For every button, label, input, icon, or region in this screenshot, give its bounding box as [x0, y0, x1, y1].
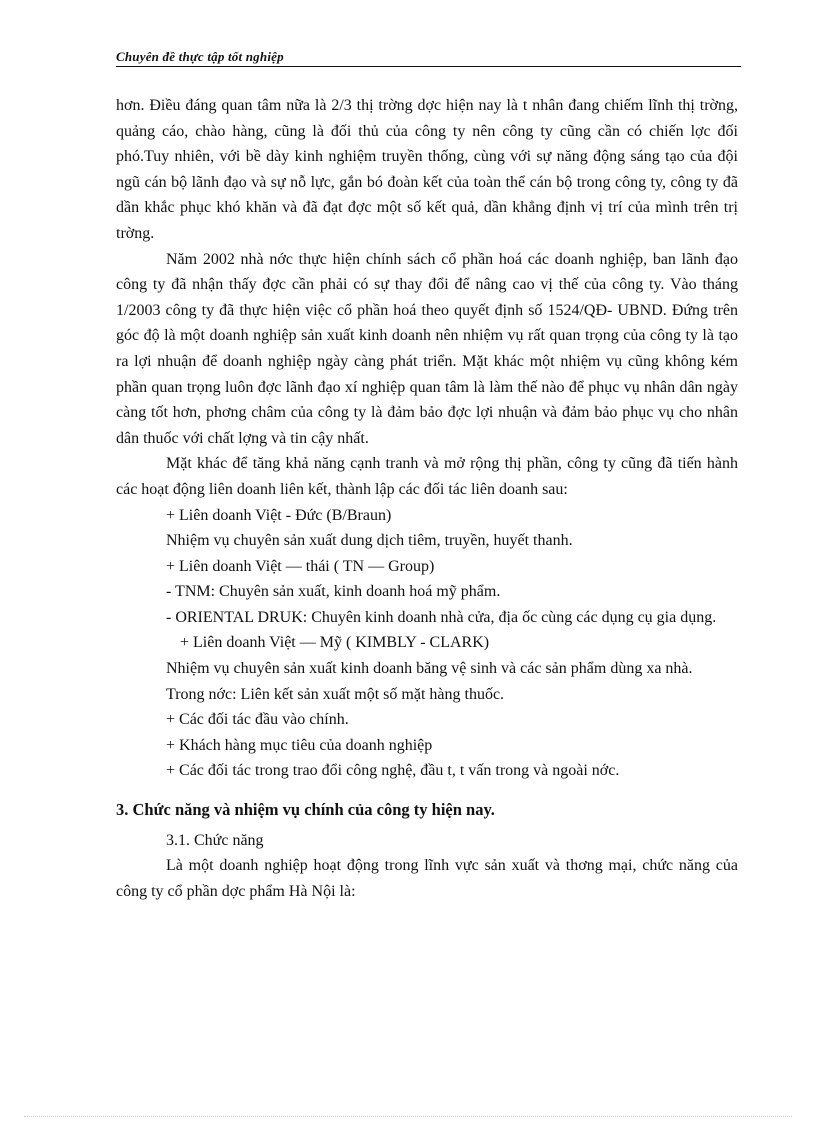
list-item: + Liên doanh Việt — thái ( TN — Group) — [166, 557, 435, 575]
paragraph-continuation: hơn. Điều đáng quan tâm nữa là 2/3 thị trờng dợc hiện nay là t nhân đang chiếm lĩnh thị trờng, quảng cáo, chào hàng, cũng là đối thủ của công ty nên công ty cũng cần có chiến lợc đối phó.Tuy nhiên, với bề dày kinh nghiệm truyền thống, cùng với sự năng động sáng tạo của đội ngũ cán bộ lãnh đạo và sự nỗ lực, gắn bó đoàn kết của toàn thể cán bộ trong công ty, công ty đã dần khắc phục khó khăn và đã đạt đợc một số kết quả, dần khẳng định vị trí của mình trên trị trờng. — [116, 97, 738, 242]
document-body — [116, 93, 738, 904]
paragraph-functions: Là một doanh nghiệp hoạt động trong lĩnh vực sản xuất và thơng mại, chức năng của công ty cổ phần dợc phẩm Hà Nội là: — [116, 857, 738, 900]
section-title: 3. Chức năng và nhiệm vụ chính của công ty hiện nay. — [116, 800, 495, 820]
page-bottom-divider — [24, 1116, 792, 1117]
list-item: Trong nớc: Liên kết sản xuất một số mặt hàng thuốc. — [166, 685, 505, 703]
paragraph-equitization: Năm 2002 nhà nớc thực hiện chính sách cổ phần hoá các doanh nghiệp, ban lãnh đạo công ty đã nhận thấy đợc cần phải có sự thay đổi để nâng cao vị thế của công ty. Vào tháng 1/2003 công ty đã thực hiện việc cổ phần hoá theo quyết định số 1524/QĐ- UBND. Đứng trên góc độ là một doanh nghiệp sản xuất kinh doanh nên nhiệm vụ rất quan trọng của công ty là tạo ra lợi nhuận để doanh nghiệp ngày càng phát triển. Mặt khác một nhiệm vụ cũng không kém phần quan trọng luôn đợc lãnh đạo xí nghiệp quan tâm là làm thế nào để phục vụ nhân dân ngày càng tốt hơn, phơng châm của công ty là đảm bảo đợc lợi nhuận và đảm bảo phục vụ cho nhân dân thuốc với chất lợng và tin cậy nhất. — [116, 250, 738, 447]
list-item: Nhiệm vụ chuyên sản xuất kinh doanh băng vệ sinh và các sản phẩm dùng xa nhà. — [166, 660, 693, 678]
list-item: + Liên doanh Việt — Mỹ ( KIMBLY - CLARK) — [180, 634, 490, 652]
subsection-title: 3.1. Chức năng — [166, 831, 264, 849]
list-item: Nhiệm vụ chuyên sản xuất dung dịch tiêm, truyền, huyết thanh. — [166, 532, 573, 550]
list-item: + Các đối tác đầu vào chính. — [166, 711, 349, 729]
paragraph-joint-ventures: Mặt khác để tăng khả năng cạnh tranh và mở rộng thị phần, công ty cũng đã tiến hành các hoạt động liên doanh liên kết, thành lập các đối tác liên doanh sau: — [116, 455, 738, 498]
list-item: + Các đối tác trong trao đổi công nghệ, đầu t, t vấn trong và ngoài nớc. — [166, 762, 620, 780]
list-item: - ORIENTAL DRUK: Chuyên kinh doanh nhà cửa, địa ốc cùng các dụng cụ gia dụng. — [166, 608, 717, 626]
list-item: - TNM: Chuyên sản xuất, kinh doanh hoá mỹ phẩm. — [166, 583, 501, 601]
header-title: Chuyên đề thực tập tốt nghiệp — [116, 49, 284, 64]
list-item: + Khách hàng mục tiêu của doanh nghiệp — [166, 736, 433, 754]
list-item: + Liên doanh Việt - Đức (B/Braun) — [166, 506, 392, 524]
page-header — [116, 50, 741, 67]
